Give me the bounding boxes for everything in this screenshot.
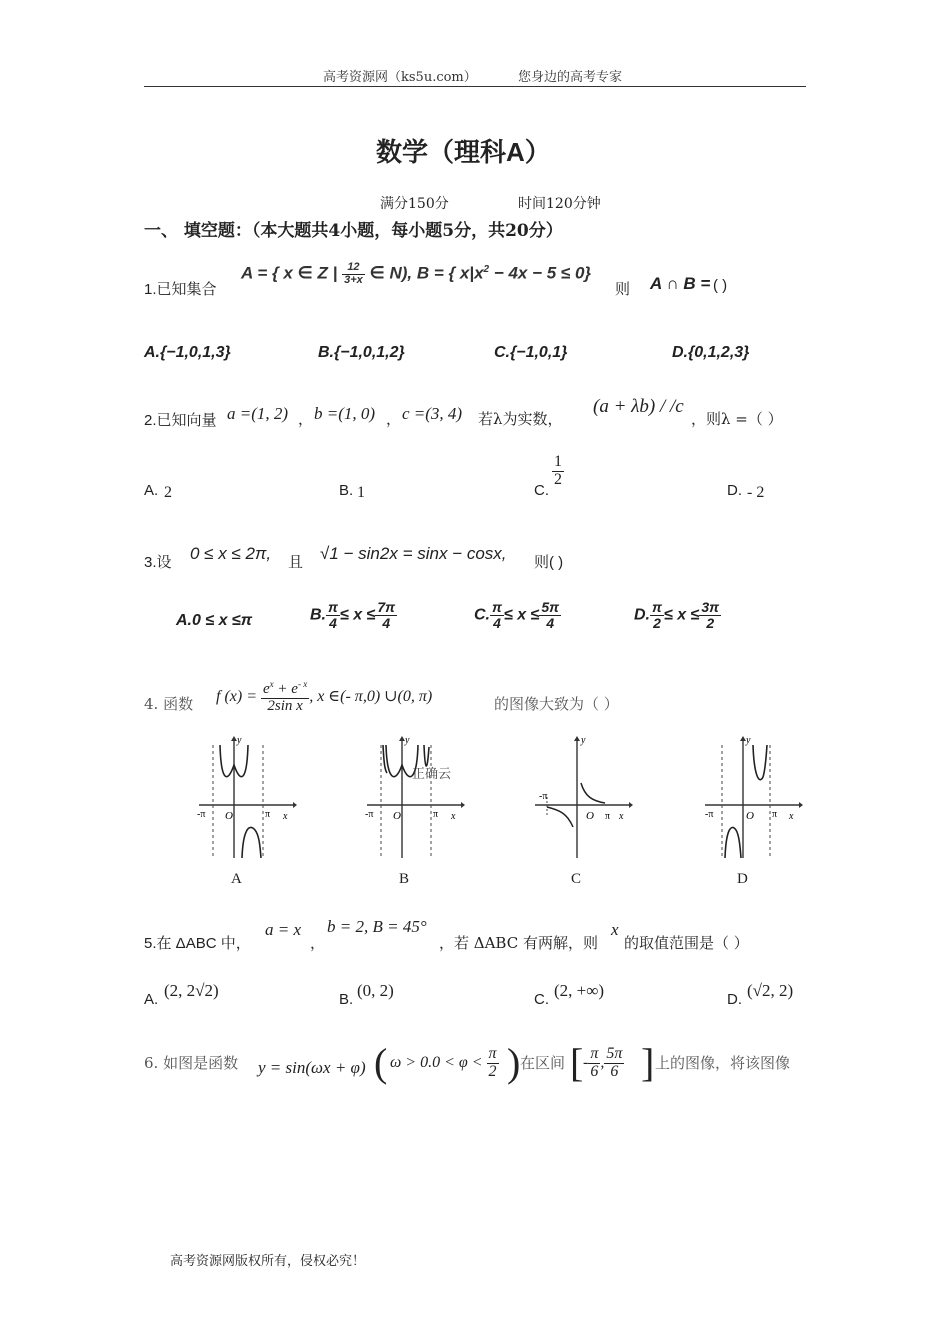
q1-set-a-right: ∈ N), B = { x|x [369, 263, 484, 283]
graph-b-pi: π [433, 809, 439, 820]
q5-x: x [611, 920, 619, 939]
q3-b-f2d: 4 [382, 614, 391, 631]
graph-a-caption: A [231, 871, 242, 887]
q2-value-a: 2 [164, 484, 172, 501]
q4-number: 4. 函数 [144, 695, 194, 713]
q2-vector-c: c =(3, 4) [402, 404, 463, 423]
q6-condition [390, 1046, 499, 1081]
q6-rest: 上的图像，将该图像 [655, 1054, 791, 1072]
q5-value-a: (2, 2√2) [164, 981, 219, 1000]
q3-and: 且 [288, 553, 304, 571]
graph-c-pi: π [605, 811, 611, 822]
graph-c [533, 735, 633, 860]
graph-d [703, 735, 803, 860]
q3-option-c [474, 600, 561, 630]
q5-label-b: B. [339, 991, 354, 1008]
q3-d-label: D. [634, 606, 650, 624]
graph-a-neg-pi: -π [197, 809, 206, 820]
q5-value-d: (√2, 2) [747, 981, 794, 1000]
graph-c-y-label: y [581, 735, 586, 746]
q6-cond-frac [487, 1046, 499, 1081]
graph-b-x-label: x [451, 811, 456, 822]
q5-label-a: A. [144, 991, 159, 1008]
q3-equation: √1 − sin2x = sinx − cosx, [320, 544, 507, 563]
q1-option-a: A.{−1,0,1,3} [144, 344, 231, 361]
graph-c-caption: C [571, 871, 582, 887]
page-title: 数学（理科A） [376, 137, 551, 167]
q3-c-frac2 [539, 600, 561, 630]
q3-c-frac1 [490, 600, 504, 630]
q1-number: 1.已知集合 [144, 281, 217, 298]
q6-i1-frac [588, 1046, 600, 1081]
graph-d-origin: O [746, 810, 754, 822]
q2-label-b: B. [339, 482, 354, 499]
q5-a: a = x [265, 920, 302, 939]
q4-domain: , x ∈(- π,0) ∪(0, π) [309, 687, 433, 705]
q6-i1n: π [590, 1045, 599, 1062]
q1-option-c: C.{−1,0,1} [494, 344, 568, 361]
q4-sup1: x [269, 679, 274, 689]
graph-d-y-label: y [746, 735, 751, 746]
q3-d-f1d: 2 [653, 614, 661, 631]
q3-option-b [310, 600, 397, 630]
q3-d-f2d: 2 [706, 614, 715, 631]
q2-vector-a: a =(1, 2) [227, 404, 289, 423]
graph-b [365, 735, 465, 860]
q3-c-label: C. [474, 606, 490, 624]
graph-b-y-label: y [405, 735, 410, 746]
q4-frac-num [261, 680, 309, 699]
q3-range: 0 ≤ x ≤ 2π, [190, 544, 272, 563]
q3-then: 则( ) [534, 554, 564, 571]
q2-vector-b: b =(1, 0) [314, 404, 376, 423]
q1-option-d: D.{0,1,2,3} [672, 344, 750, 361]
graph-d-caption: D [737, 871, 748, 887]
q6-neg: - [583, 1053, 589, 1071]
q2-label-a: A. [144, 482, 159, 499]
q6-cond-frac-n: π [488, 1045, 497, 1062]
full-score: 满分150分 [380, 196, 449, 212]
section-heading: 一、 填空题：（本大题共4小题，每小题5分，共20分） [144, 221, 563, 241]
q2-value-b: 1 [357, 484, 365, 501]
graph-d-neg-pi: -π [705, 809, 714, 820]
graph-a-y-label: y [237, 735, 242, 746]
graph-b-neg-pi: -π [365, 809, 374, 820]
q2-frac-c-num: 1 [554, 453, 562, 470]
q3-c-f2d: 4 [546, 614, 555, 631]
footer-copyright: 高考资源网版权所有，侵权必究！ [170, 1254, 366, 1269]
q1-set-a-left: A = { x ∈ Z | [241, 263, 338, 283]
q6-paren-close: ) [507, 1040, 521, 1085]
q1-paren: ( ) [713, 277, 728, 294]
q1-intersection: A ∩ B = [650, 274, 711, 293]
q4-e2: + e [273, 681, 298, 697]
q3-d-le: ≤ x ≤ [663, 606, 700, 624]
q3-b-frac2 [375, 600, 397, 630]
q6-i2-frac [604, 1046, 624, 1081]
q3-c-le: ≤ x ≤ [503, 606, 540, 624]
header-site: 高考资源网（ks5u.com） [323, 70, 477, 85]
q3-d-f2n: 3π [701, 599, 720, 615]
watermark-text: 正确云 [412, 767, 452, 782]
graph-c-neg-pi: -π [539, 791, 548, 802]
exam-time: 时间120分钟 [518, 196, 601, 212]
q6-i2n: 5π [606, 1045, 623, 1062]
q3-number: 3.设 [144, 554, 172, 571]
q3-c-f2n: 5π [541, 599, 560, 615]
q1-then: 则 [615, 280, 631, 298]
q4-e1: e [263, 681, 270, 697]
graph-d-pi: π [772, 809, 778, 820]
q1-frac-den: 3+x [344, 273, 363, 286]
q5-number: 5.在 ΔABC 中， [144, 935, 251, 952]
q3-d-frac1 [650, 600, 664, 630]
q5-condition: ，若 ΔABC 有两解，则 [439, 934, 598, 952]
q6-interval-text: 在区间 [520, 1054, 566, 1072]
q3-option-d [634, 600, 721, 630]
q3-option-a: A.0 ≤ x ≤π [176, 612, 253, 629]
q6-number: 6. 如图是函数 [144, 1054, 239, 1072]
q3-b-frac1 [326, 600, 340, 630]
graph-a-x-label: x [283, 811, 288, 822]
q5-label-d: D. [727, 991, 742, 1008]
q2-comma-2: ， [386, 410, 402, 428]
q5-value-c: (2, +∞) [554, 981, 605, 1000]
q6-bracket-open: [ [570, 1040, 584, 1085]
q6-i1d: 6 [590, 1062, 599, 1080]
q4-function [216, 680, 432, 715]
q2-frac-c [552, 454, 564, 489]
q5-b: b = 2, B = 45° [327, 917, 427, 936]
q4-fx: f (x) = [216, 687, 257, 705]
header-slogan: 您身边的高考专家 [518, 70, 623, 85]
graph-c-origin: O [586, 810, 594, 822]
graph-b-origin: O [393, 810, 401, 822]
header-rule [144, 86, 806, 87]
q2-value-c [552, 454, 564, 489]
q1-frac-num: 12 [342, 262, 365, 275]
q3-b-label: B. [310, 606, 326, 624]
q6-paren-open: ( [374, 1040, 388, 1085]
graph-d-x-label: x [789, 811, 794, 822]
q6-i2d: 6 [610, 1062, 619, 1080]
q4-fraction [261, 680, 309, 715]
q2-label-d: D. [727, 482, 742, 499]
graph-b-caption: B [399, 871, 410, 887]
q2-condition: 若λ为实数， [478, 410, 563, 428]
q1-set-b-rest: − 4x − 5 ≤ 0} [489, 263, 592, 283]
q1-fraction [342, 262, 365, 286]
q3-d-frac2 [699, 600, 721, 630]
q2-parallel: (a + λb) / /c [593, 396, 684, 417]
q2-ask: ，则λ =（ ） [691, 410, 783, 428]
q5-comma: ， [310, 934, 326, 952]
q1-option-b: B.{−1,0,1,2} [318, 344, 405, 361]
q5-ask: 的取值范围是（ ） [624, 934, 749, 952]
q3-c-f1d: 4 [493, 614, 501, 631]
q4-frac-den: 2sin x [267, 697, 303, 714]
q2-comma-1: ， [298, 410, 314, 428]
graph-a-pi: π [265, 809, 271, 820]
q2-frac-c-den: 2 [554, 470, 562, 488]
q6-function: y = sin(ωx + φ) [258, 1058, 366, 1077]
q3-b-f2n: 7π [377, 599, 396, 615]
q6-interval: - $\frac{\pi}{6}$ , $\frac{5\pi}{6}$ [583, 1045, 623, 1080]
q3-b-f1n: π [328, 599, 338, 615]
q4-sup2: - x [297, 679, 308, 689]
q3-c-f1n: π [492, 599, 502, 615]
q6-bracket-close: ] [641, 1040, 655, 1085]
q1-set-expression [241, 262, 591, 286]
q6-cond-text: ω > 0.0 < φ < [390, 1053, 483, 1071]
q3-d-f1n: π [652, 599, 662, 615]
q2-number: 2.已知向量 [144, 412, 217, 429]
graph-a-origin: O [225, 810, 233, 822]
q2-label-c: C. [534, 482, 549, 499]
q3-b-f1d: 4 [329, 614, 337, 631]
q3-b-le: ≤ x ≤ [339, 606, 376, 624]
q2-value-d: - 2 [747, 484, 765, 501]
q6-cond-frac-d: 2 [488, 1062, 497, 1080]
q5-value-b: (0, 2) [357, 981, 394, 1000]
q1-sup: 2 [483, 263, 490, 275]
graph-a [197, 735, 297, 860]
graph-c-x-label: x [619, 811, 624, 822]
q4-ask: 的图像大致为（ ） [494, 695, 619, 713]
q5-label-c: C. [534, 991, 549, 1008]
